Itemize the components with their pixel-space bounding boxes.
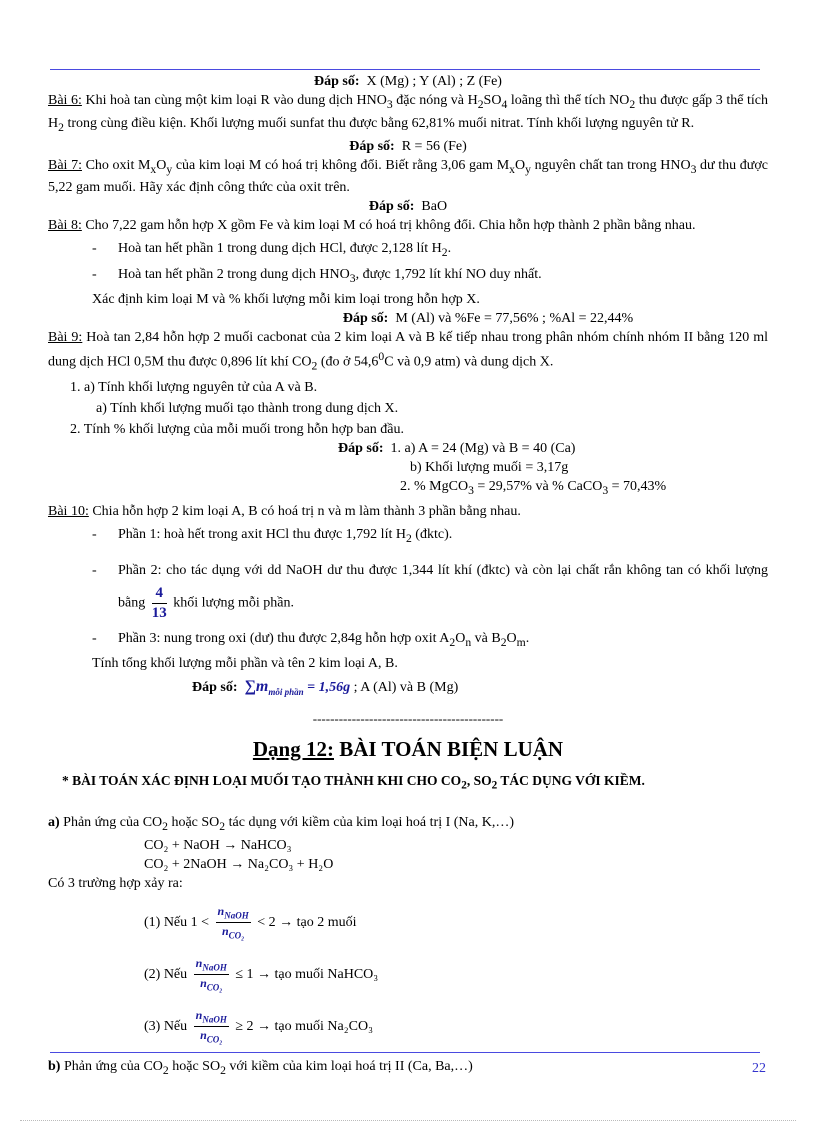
ratio-fraction-1: $\frac{n_{NaOH}}{n_{CO_2}}$ [217, 904, 249, 941]
fraction-4-13: $\frac{4}{13}$ [151, 585, 167, 622]
bai10-part3: - Phần 3: nung trong oxi (dư) thu được 2,84g hỗn hợp oxit $A_2O_n$ và $B_2O_m$. [92, 631, 530, 649]
bai7-answer: Đáp số: BaO [368, 199, 448, 215]
case-1: (1) Nếu 1 < $\frac{n_{NaOH}}{n_{CO_2}}$ < 2 → tạo 2 muối [144, 904, 357, 941]
ratio-fraction-3: $\frac{n_{NaOH}}{n_{CO_2}}$ [195, 1008, 227, 1045]
bai6-text: Bài 6: Khi hoà tan cùng một kim loại R vào dung dịch $HNO_3$ đặc nóng và $H_2SO_4$ loãng thì thể tích $NO_2$ thu được gấp 3 thể tích $H_2$ trong cùng điều kiện. Khối lượng muối sunfat thu được bằng 62,81% muối nitrat. Tính khối lượng nguyên tử R. [48, 93, 768, 134]
bai10-answer: Đáp số: $\sum m_{mỗi phần} = 1,56g$ ; A (Al) và B (Mg) [192, 677, 459, 697]
section-a-intro: a) Phản ứng của $CO_2$ hoặc $SO_2$ tác dụng với kiềm của kim loại hoá trị I (Na, K,…) [48, 815, 515, 834]
bai9-answer-2: b) Khối lượng muối = 3,17g [410, 460, 569, 476]
bai8-item2: - Hoà tan hết phần 2 trong dung dịch $HNO_3$, được 1,792 lít khí NO duy nhất. [92, 267, 542, 285]
bai9-answer-3: 2. % MgCO$_3$ = 29,57% và % CaCO$_3$ = 70,43% [400, 479, 667, 498]
cases-intro: Có 3 trường hợp xảy ra: [48, 876, 183, 892]
bai9-q1: 1. a) Tính khối lượng nguyên tử của A và B. [70, 380, 318, 396]
reaction-2: CO₂ + 2NaOH → Na₂CO₃ + H₂O [144, 857, 334, 873]
case-2: (2) Nếu $\frac{n_{NaOH}}{n_{CO_2}}$ ≤ 1 → tạo muối NaHCO₃ [144, 956, 379, 993]
ratio-fraction-2: $\frac{n_{NaOH}}{n_{CO_2}}$ [195, 956, 227, 993]
bottom-border [20, 1120, 796, 1121]
bai10-text: Bài 10: Chia hỗn hợp 2 kim loại A, B có hoá trị n và m làm thành 3 phần bằng nhau. [48, 504, 521, 520]
bai9-q1b: a) Tính khối lượng muối tạo thành trong dung dịch X. [96, 401, 399, 417]
section-heading: Dạng 12: BÀI TOÁN BIỆN LUẬN [252, 736, 564, 761]
separator: -------------------------------------------- [312, 710, 504, 726]
bai9-q2: 2. Tính % khối lượng của mỗi muối trong hỗn hợp ban đầu. [70, 422, 404, 438]
bottom-rule [50, 1052, 760, 1053]
case-3: (3) Nếu $\frac{n_{NaOH}}{n_{CO_2}}$ ≥ 2 → tạo muối Na₂CO₃ [144, 1008, 373, 1045]
bai6-answer: Đáp số: R = 56 (Fe) [349, 138, 467, 154]
bai8-question: Xác định kim loại M và % khối lượng mỗi kim loại trong hỗn hợp X. [92, 291, 480, 307]
bai8-text: Bài 8: Cho 7,22 gam hỗn hợp X gồm Fe và kim loại M có hoá trị không đổi. Chia hỗn hợp thành 2 phần bằng nhau. [48, 218, 696, 234]
bai8-item1: - Hoà tan hết phần 1 trong dung dịch HCl, được 2,128 lít $H_2$. [92, 241, 452, 260]
reaction-1: CO₂ + NaOH → NaHCO₃ [144, 838, 292, 854]
bai10-part2: - Phần 2: cho tác dụng với dd NaOH dư thu được 1,344 lít khí (đktc) và còn lại chất rắn không tan có khối lượng bằng $\frac{4}{13}$ khối lượng mỗi phần. [92, 563, 768, 622]
bai9-text: Bài 9: Hoà tan 2,84 hỗn hợp 2 muối cacbonat của 2 kim loại A và B kế tiếp nhau trong phân nhóm chính nhóm II bằng 120 ml dung dịch HCl 0,5M thu được 0,896 lít khí $CO_2$ (đo ở 54,6$^0$C và 0,9 atm) và dung dịch X. [48, 329, 768, 373]
answer-top: Đáp số: X (Mg) ; Y (Al) ; Z (Fe) [314, 74, 502, 89]
bai7-text: Bài 7: Cho oxit $M_xO_y$ của kim loại M có hoá trị không đổi. Biết rằng 3,06 gam $M_xO_y$ nguyên chất tan trong $HNO_3$ dư thu được 5,22 gam muối. Hãy xác định công thức của oxit trên. [48, 157, 768, 196]
page-number: 22 [752, 1061, 766, 1076]
section-b-intro: b) Phản ứng của $CO_2$ hoặc $SO_2$ với kiềm của kim loại hoá trị II (Ca, Ba,…) [48, 1059, 473, 1077]
sub-heading: * BÀI TOÁN XÁC ĐỊNH LOẠI MUỐI TẠO THÀNH KHI CHO $CO_2$, $SO_2$ TÁC DỤNG VỚI KIỀM. [62, 772, 645, 792]
top-rule [50, 69, 760, 70]
bai8-answer: Đáp số: M (Al) và %Fe = 77,56% ; %Al = 22,44% [342, 310, 634, 326]
bai10-question: Tính tổng khối lượng mỗi phần và tên 2 kim loại A, B. [92, 655, 398, 671]
page-content [48, 72, 768, 1080]
bai9-answer-1: Đáp số: 1. a) A = 24 (Mg) và B = 40 (Ca) [338, 441, 576, 457]
bai10-part1: - Phần 1: hoà hết trong axit HCl thu được 1,792 lít $H_2$ (đktc). [92, 527, 453, 546]
